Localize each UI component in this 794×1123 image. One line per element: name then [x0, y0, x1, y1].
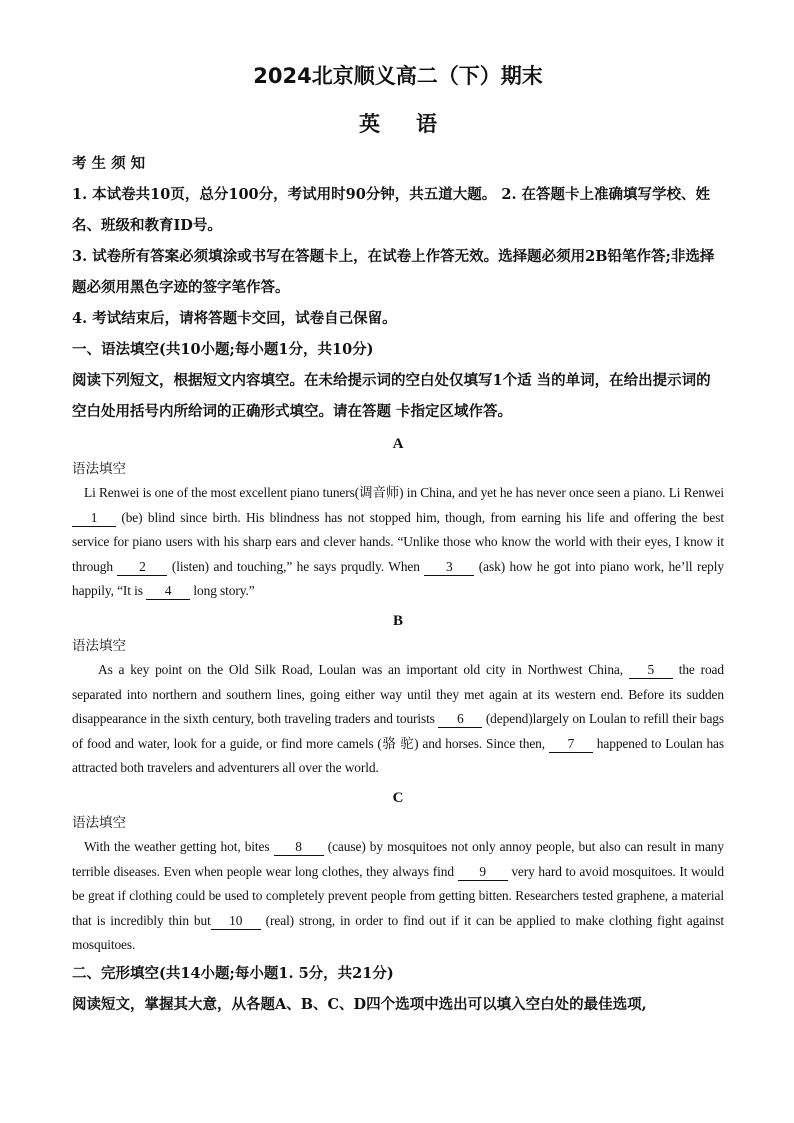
subject-title: 英语	[359, 112, 473, 136]
passage-b-label: 语法填空	[72, 637, 126, 654]
blank-8[interactable]: 8	[274, 839, 324, 856]
passage-a-letter: A	[392, 436, 404, 452]
exam-title: 2024北京顺义高二（下）期末	[253, 64, 543, 88]
blank-9[interactable]: 9	[458, 864, 508, 881]
passage-a-label: 语法填空	[72, 461, 126, 477]
blank-1[interactable]: 1	[72, 510, 116, 527]
passage-c	[72, 785, 724, 958]
passage-text: (listen) and touching,” he says prqudly. When	[167, 558, 425, 574]
notice-item-1: 1. 本试卷共10页，总分100分，考试用时90分钟，共五道大题。 2. 在答题卡上准确填写学校、姓名、班级和教育ID号。	[72, 186, 711, 234]
notice-item-4: 4. 考试结束后，请将答题卡交回，试卷自己保留。	[72, 310, 397, 327]
part2-instruction: 阅读短文，掌握其大意，从各题A、B、C、D四个选项中选出可以填入空白处的最佳选项,	[72, 995, 647, 1013]
blank-4[interactable]: 4	[146, 583, 190, 600]
passage-a	[72, 431, 724, 604]
passage-text: As a key point on the Old Silk Road, Loulan was an important old city in Northwest China,	[98, 661, 629, 677]
exam-page	[72, 60, 724, 1020]
blank-6[interactable]: 6	[438, 711, 482, 728]
passage-text: (be) blind since birth. His blindness has not stopped him, though, from earning his life and offering the best service for piano users with his sharp ears and clever hands. “Unlike those who know the world with their eyes, I know it through	[72, 509, 724, 574]
part2-section	[72, 958, 724, 1020]
blank-10[interactable]: 10	[211, 913, 261, 930]
blank-5[interactable]: 5	[629, 662, 673, 679]
passage-c-letter: C	[392, 789, 404, 806]
part1-heading: 一、语法填空(共10小题;每小题1分，共10分)	[72, 341, 374, 358]
passage-text: (real) strong, in order to find out if it can be applied to make clothing fight against mosquitoes.	[72, 912, 724, 953]
passage-c-label: 语法填空	[72, 814, 126, 831]
passage-text: With the weather getting hot, bites	[84, 838, 274, 854]
notice-section	[72, 148, 724, 334]
passage-text: (depend)largely on Loulan to refill their bags of food and water, look for a guide, or find more camels (骆 驼) and horses. Since then,	[72, 711, 724, 751]
blank-7[interactable]: 7	[549, 736, 593, 753]
passage-a-text	[72, 481, 724, 604]
passage-c-text	[72, 835, 724, 958]
blank-3[interactable]: 3	[424, 559, 474, 576]
passage-b-text	[72, 658, 724, 781]
notice-item-3: 3. 试卷所有答案必须填涂或书写在答题卡上，在试卷上作答无效。选择题必须用2B铅笔作答;非选择题必须用黑色字迹的签字笔作答。	[72, 248, 715, 296]
passage-text: the road separated into northern and southern lines, going either way until they met again at its western end. Before its sudden disappearance in the sixth century, both traveling traders and tourists	[72, 661, 724, 727]
part2-heading: 二、完形填空(共14小题;每小题1. 5分，共21分)	[72, 964, 394, 982]
notice-heading: 考 生 须 知	[72, 155, 146, 172]
part1-instruction: 阅读下列短文，根据短文内容填空。在未给提示词的空白处仅填写1个适 当的单词，在给出提示词的空白处用括号内所给词的正确形式填空。请在答题 卡指定区域作答。	[72, 372, 711, 420]
passage-text: (ask) how he got into piano work, he’ll reply happily, “It is	[72, 558, 724, 599]
passage-text: long story.”	[190, 583, 255, 599]
blank-2[interactable]: 2	[117, 559, 167, 576]
passage-b-letter: B	[392, 612, 403, 629]
passage-text: happened to Loulan has attracted both travelers and adventurers all over the world.	[72, 735, 725, 776]
part1-section	[72, 334, 724, 427]
passage-text: (cause) by mosquitoes not only annoy people, but also can result in many terrible diseases. Even when people wear long clothes, they always find	[72, 838, 724, 879]
passage-text: Li Renwei is one of the most excellent piano tuners(调音师) in China, and yet he has never once seen a piano. Li Renwei	[84, 485, 724, 500]
passage-text: very hard to avoid mosquitoes. It would be great if clothing could be used to completely prevent people from getting bitten. Researchers tested graphene, a material that is incredibly thin but	[72, 863, 724, 928]
passage-b	[72, 608, 724, 781]
